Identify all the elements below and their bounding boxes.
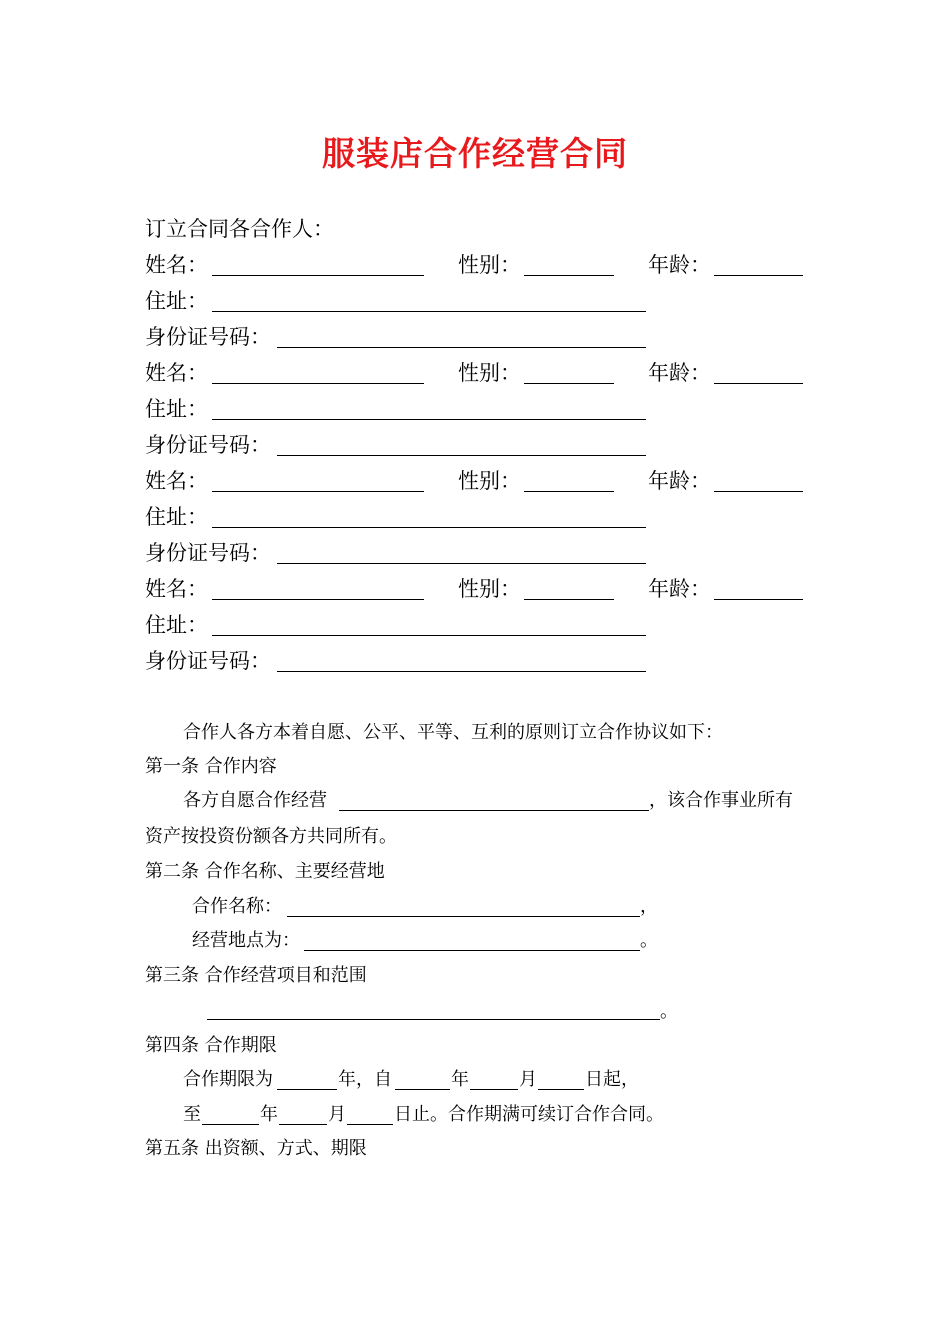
business-place-label: 经营地点为： bbox=[192, 930, 300, 951]
partnership-name-label: 合作名称： bbox=[192, 896, 282, 917]
address-label: 住址： bbox=[145, 613, 208, 637]
gender-label: 性别： bbox=[458, 361, 521, 385]
article-1-heading: 第一条 合作内容 bbox=[145, 756, 277, 777]
id-number-label: 身份证号码： bbox=[145, 541, 271, 565]
start-year-unit: 年 bbox=[451, 1069, 469, 1090]
term-prefix: 合作期限为 bbox=[183, 1069, 273, 1090]
address-label: 住址： bbox=[145, 505, 208, 529]
article-4-heading: 第四条 合作期限 bbox=[145, 1035, 277, 1056]
article-1-suffix: ，该合作事业所有 bbox=[649, 790, 793, 811]
address-blank[interactable] bbox=[212, 311, 646, 312]
article-5-heading: 第五条 出资额、方式、期限 bbox=[145, 1138, 367, 1159]
age-blank[interactable] bbox=[714, 599, 803, 600]
business-place-end: 。 bbox=[640, 930, 658, 951]
gender-label: 性别： bbox=[458, 577, 521, 601]
name-label: 姓名： bbox=[145, 253, 208, 277]
term-from: ，自 bbox=[356, 1069, 392, 1090]
scope-end: 。 bbox=[660, 1001, 678, 1022]
name-label: 姓名： bbox=[145, 469, 208, 493]
article-1-prefix: 各方自愿合作经营 bbox=[183, 790, 327, 811]
name-blank[interactable] bbox=[212, 491, 424, 492]
start-day-blank[interactable] bbox=[538, 1089, 584, 1090]
term-year-unit: 年 bbox=[338, 1069, 356, 1090]
age-blank[interactable] bbox=[714, 383, 803, 384]
article-3-heading: 第三条 合作经营项目和范围 bbox=[145, 965, 367, 986]
gender-blank[interactable] bbox=[524, 599, 614, 600]
name-blank[interactable] bbox=[212, 383, 424, 384]
start-day-unit: 日起， bbox=[585, 1069, 639, 1090]
gender-label: 性别： bbox=[458, 253, 521, 277]
age-blank[interactable] bbox=[714, 491, 803, 492]
business-place-blank[interactable] bbox=[304, 950, 640, 951]
scope-blank[interactable] bbox=[207, 1019, 660, 1020]
business-blank[interactable] bbox=[339, 810, 649, 811]
start-month-unit: 月 bbox=[519, 1069, 537, 1090]
id-number-blank[interactable] bbox=[277, 455, 646, 456]
partnership-name-end: ， bbox=[640, 896, 658, 917]
start-year-blank[interactable] bbox=[395, 1089, 450, 1090]
end-year-blank[interactable] bbox=[202, 1124, 259, 1125]
term-years-blank[interactable] bbox=[277, 1089, 337, 1090]
gender-blank[interactable] bbox=[524, 275, 614, 276]
id-number-blank[interactable] bbox=[277, 671, 646, 672]
end-year-unit: 年 bbox=[260, 1104, 278, 1125]
address-blank[interactable] bbox=[212, 527, 646, 528]
gender-blank[interactable] bbox=[524, 491, 614, 492]
term-to: 至 bbox=[183, 1104, 201, 1125]
end-day-blank[interactable] bbox=[347, 1124, 393, 1125]
parties-header: 订立合同各合作人： bbox=[145, 217, 334, 241]
address-blank[interactable] bbox=[212, 635, 646, 636]
name-label: 姓名： bbox=[145, 577, 208, 601]
id-number-label: 身份证号码： bbox=[145, 325, 271, 349]
article-1-line2: 资产按投资份额各方共同所有。 bbox=[145, 826, 397, 847]
id-number-blank[interactable] bbox=[277, 347, 646, 348]
gender-label: 性别： bbox=[458, 469, 521, 493]
age-label: 年龄： bbox=[648, 469, 711, 493]
age-blank[interactable] bbox=[714, 275, 803, 276]
gender-blank[interactable] bbox=[524, 383, 614, 384]
name-blank[interactable] bbox=[212, 599, 424, 600]
name-label: 姓名： bbox=[145, 361, 208, 385]
end-month-blank[interactable] bbox=[279, 1124, 327, 1125]
id-number-label: 身份证号码： bbox=[145, 649, 271, 673]
age-label: 年龄： bbox=[648, 577, 711, 601]
document-title: 服装店合作经营合同 bbox=[322, 134, 628, 173]
start-month-blank[interactable] bbox=[470, 1089, 518, 1090]
address-blank[interactable] bbox=[212, 419, 646, 420]
partnership-name-blank[interactable] bbox=[287, 916, 640, 917]
end-month-unit: 月 bbox=[328, 1104, 346, 1125]
name-blank[interactable] bbox=[212, 275, 424, 276]
age-label: 年龄： bbox=[648, 253, 711, 277]
age-label: 年龄： bbox=[648, 361, 711, 385]
address-label: 住址： bbox=[145, 289, 208, 313]
article-2-heading: 第二条 合作名称、主要经营地 bbox=[145, 861, 385, 882]
id-number-blank[interactable] bbox=[277, 563, 646, 564]
end-day-unit: 日止。合作期满可续订合作合同。 bbox=[394, 1104, 664, 1125]
address-label: 住址： bbox=[145, 397, 208, 421]
id-number-label: 身份证号码： bbox=[145, 433, 271, 457]
intro-paragraph: 合作人各方本着自愿、公平、平等、互利的原则订立合作协议如下： bbox=[183, 722, 723, 743]
